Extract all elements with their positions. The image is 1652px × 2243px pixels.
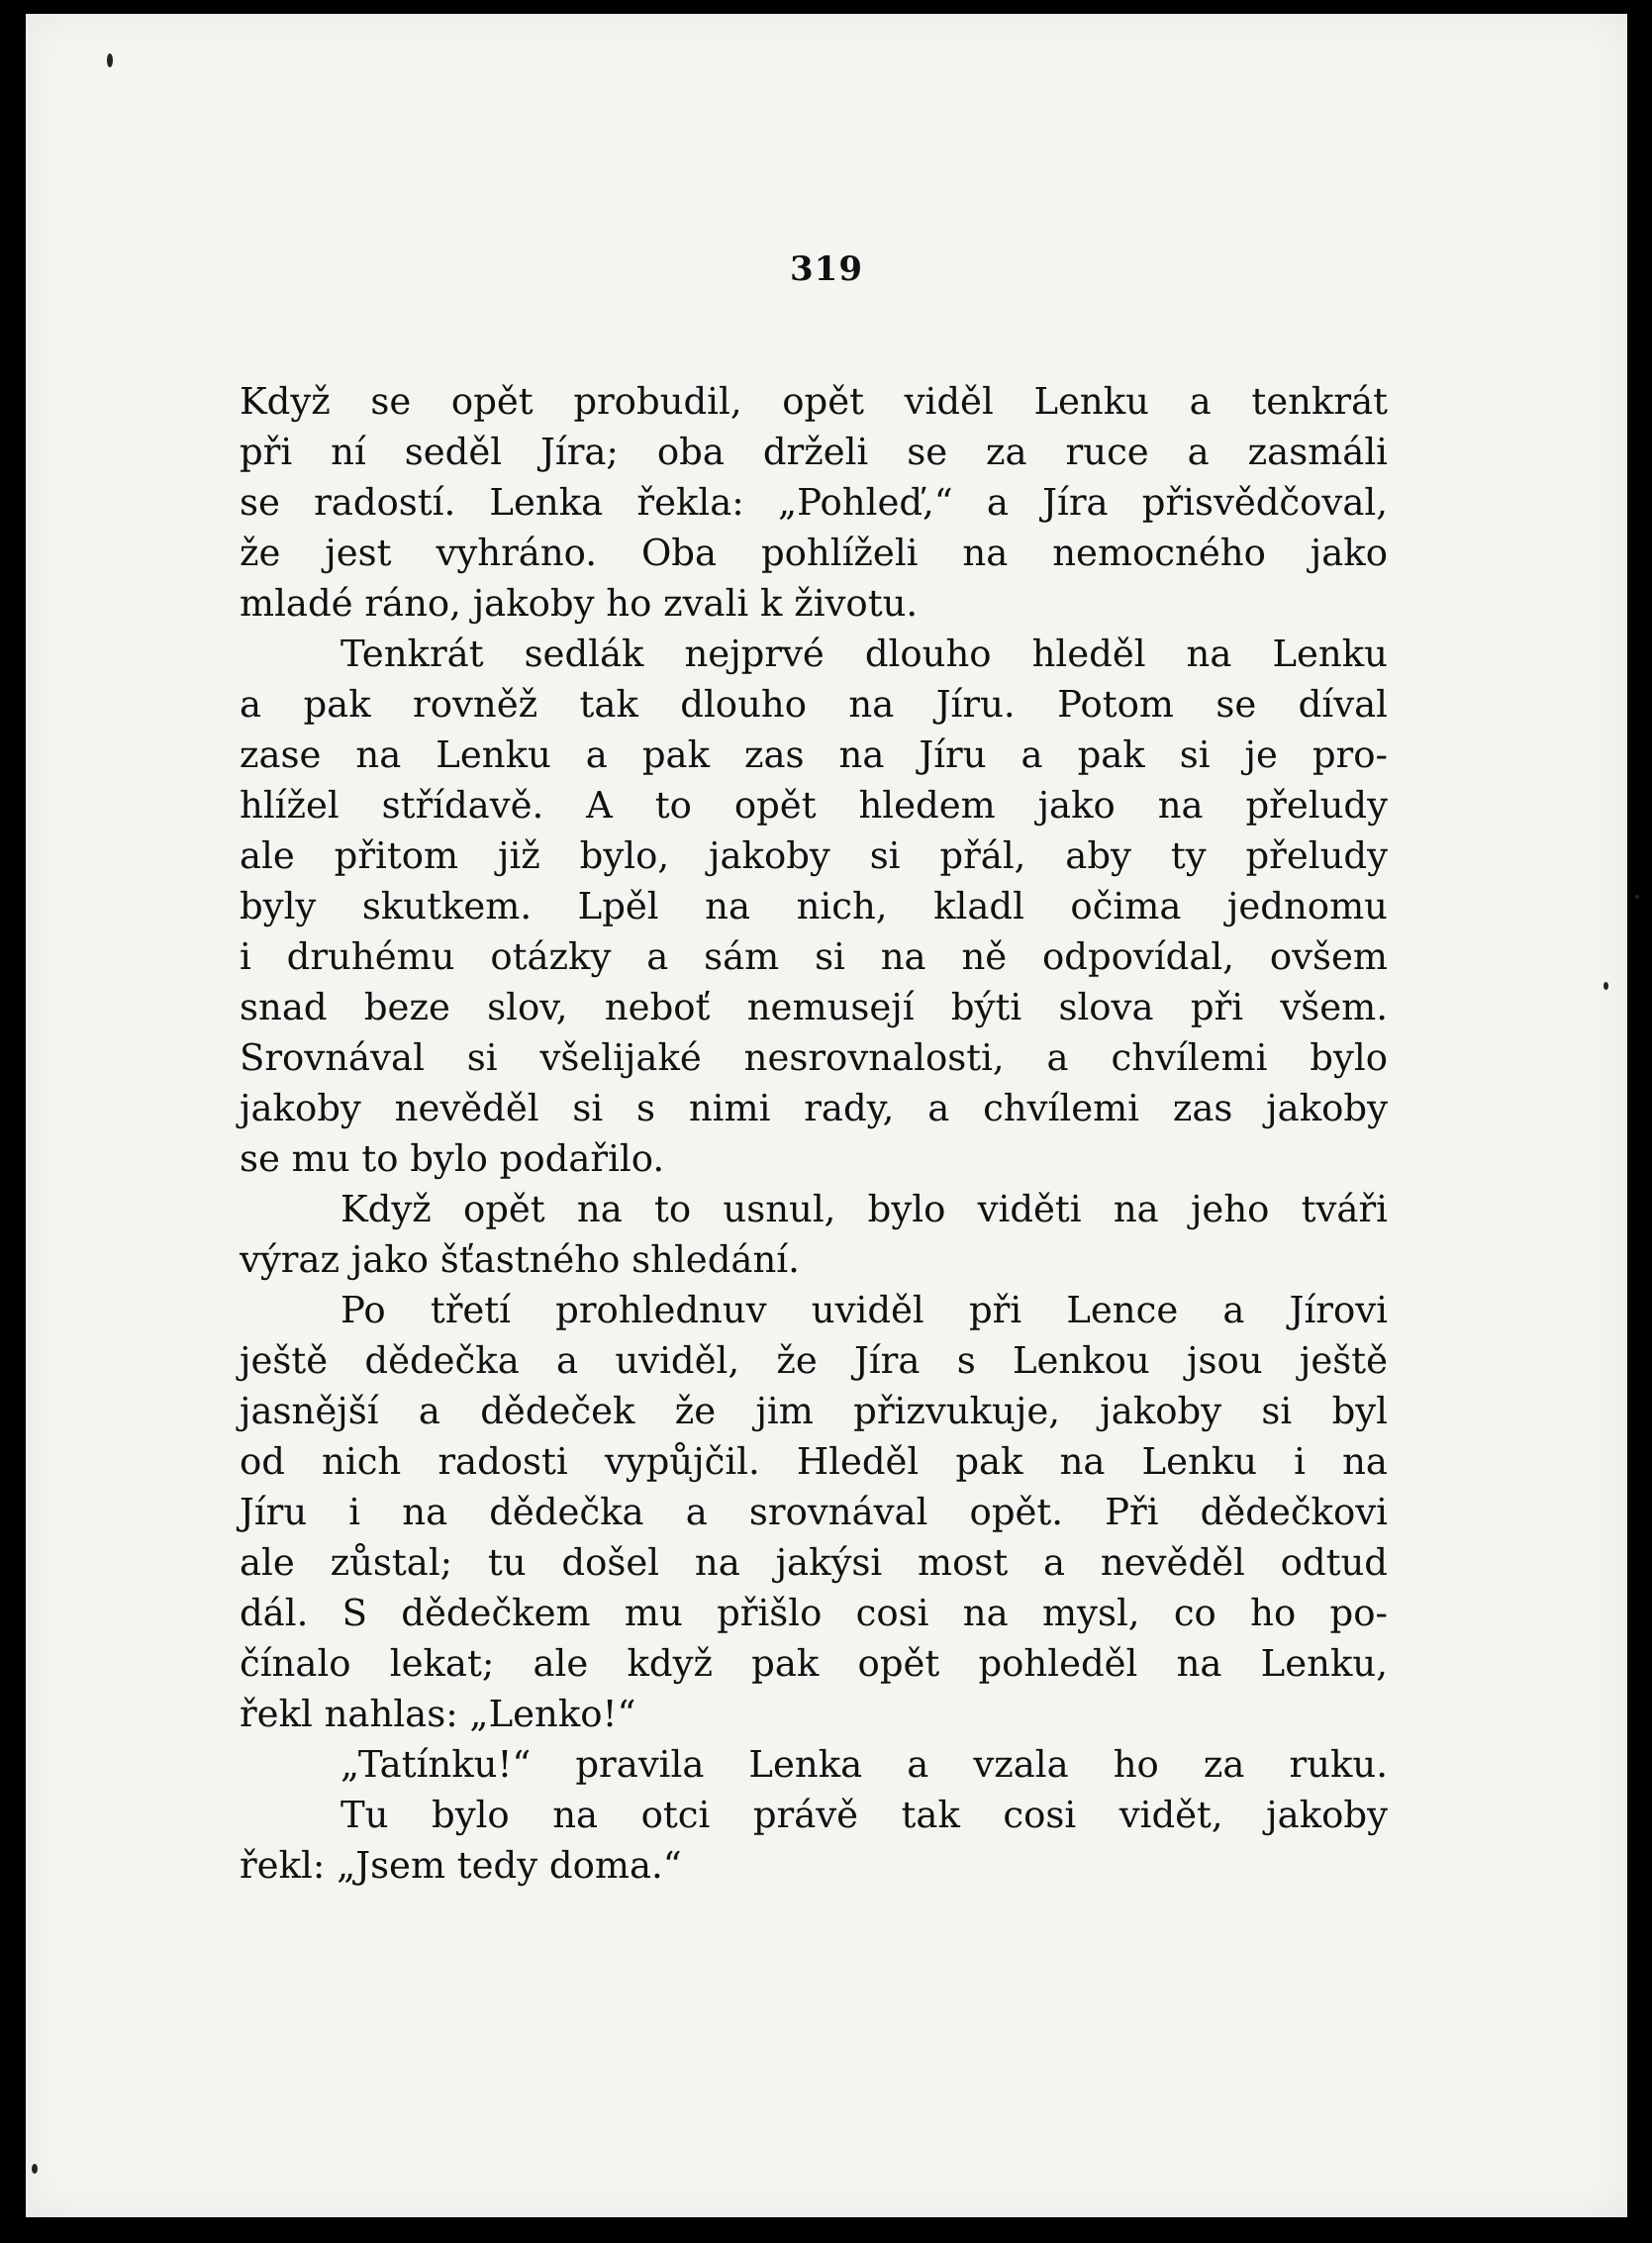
paragraph xyxy=(240,1285,1388,1739)
text-line: se radostí. Lenka řekla: „Pohleď,“ a Jíra přisvědčoval, xyxy=(240,481,1388,524)
text-line: Tenkrát sedlák nejprvé dlouho hleděl na Lenku xyxy=(340,633,1388,675)
text-line: a pak rovněž tak dlouho na Jíru. Potom se díval xyxy=(240,683,1388,726)
text-line: Po třetí prohlednuv uviděl při Lence a Jírovi xyxy=(340,1289,1388,1331)
paragraph xyxy=(240,1739,1388,1790)
text-line: od nich radosti vypůjčil. Hleděl pak na Lenku i na xyxy=(240,1440,1388,1483)
text-line: dál. S dědečkem mu přišlo cosi na mysl, co ho po- xyxy=(240,1592,1388,1634)
paragraph xyxy=(240,376,1388,629)
text-line: i druhému otázky a sám si na ně odpovídal, ovšem xyxy=(240,935,1388,978)
text-line: že jest vyhráno. Oba pohlíželi na nemocného jako xyxy=(240,532,1388,574)
paragraph xyxy=(240,629,1388,1184)
text-line: ale zůstal; tu došel na jakýsi most a nevěděl odtud xyxy=(240,1541,1388,1584)
text-line: Když opět na to usnul, bylo viděti na jeho tváři xyxy=(340,1188,1388,1230)
text-line: řekl: „Jsem tedy doma.“ xyxy=(240,1844,682,1887)
text-line: Srovnával si všelijaké nesrovnalosti, a chvílemi bylo xyxy=(240,1036,1388,1079)
scan-speck xyxy=(107,53,113,67)
text-line: při ní seděl Jíra; oba drželi se za ruce a zasmáli xyxy=(240,431,1388,473)
text-line: jakoby nevěděl si s nimi rady, a chvílemi zas jakoby xyxy=(240,1087,1388,1129)
text-line: Tu bylo na otci právě tak cosi vidět, jakoby xyxy=(340,1794,1388,1836)
text-line: byly skutkem. Lpěl na nich, kladl očima jednomu xyxy=(240,885,1388,927)
paragraph xyxy=(240,1184,1388,1285)
scan-speck xyxy=(1635,895,1639,899)
text-line: výraz jako šťastného shledání. xyxy=(240,1238,800,1281)
paragraph xyxy=(240,1790,1388,1891)
text-line: mladé ráno, jakoby ho zvali k životu. xyxy=(240,582,919,625)
text-line: ale přitom již bylo, jakoby si přál, aby ty přeludy xyxy=(240,834,1388,877)
text-line: se mu to bylo podařilo. xyxy=(240,1137,665,1180)
page-number: 319 xyxy=(790,249,863,289)
text-line: snad beze slov, neboť nemusejí býti slova při všem. xyxy=(240,986,1388,1028)
text-line: hlížel střídavě. A to opět hledem jako na přeludy xyxy=(240,784,1388,827)
text-line: „Tatínku!“ pravila Lenka a vzala ho za ruku. xyxy=(340,1743,1388,1786)
text-line: ještě dědečka a uviděl, že Jíra s Lenkou jsou ještě xyxy=(240,1339,1388,1382)
text-line: Jíru i na dědečka a srovnával opět. Při dědečkovi xyxy=(240,1491,1388,1533)
scan-speck xyxy=(1603,982,1608,990)
text-line: jasnější a dědeček že jim přizvukuje, jakoby si byl xyxy=(240,1390,1388,1432)
text-line: zase na Lenku a pak zas na Jíru a pak si je pro- xyxy=(240,733,1388,776)
text-line: řekl nahlas: „Lenko!“ xyxy=(240,1693,636,1735)
body-text xyxy=(240,376,1388,1891)
book-page xyxy=(26,14,1627,2217)
scan-speck xyxy=(32,2164,38,2174)
text-line: čínalo lekat; ale když pak opět pohleděl na Lenku, xyxy=(240,1642,1388,1685)
text-line: Když se opět probudil, opět viděl Lenku a tenkrát xyxy=(240,380,1388,423)
